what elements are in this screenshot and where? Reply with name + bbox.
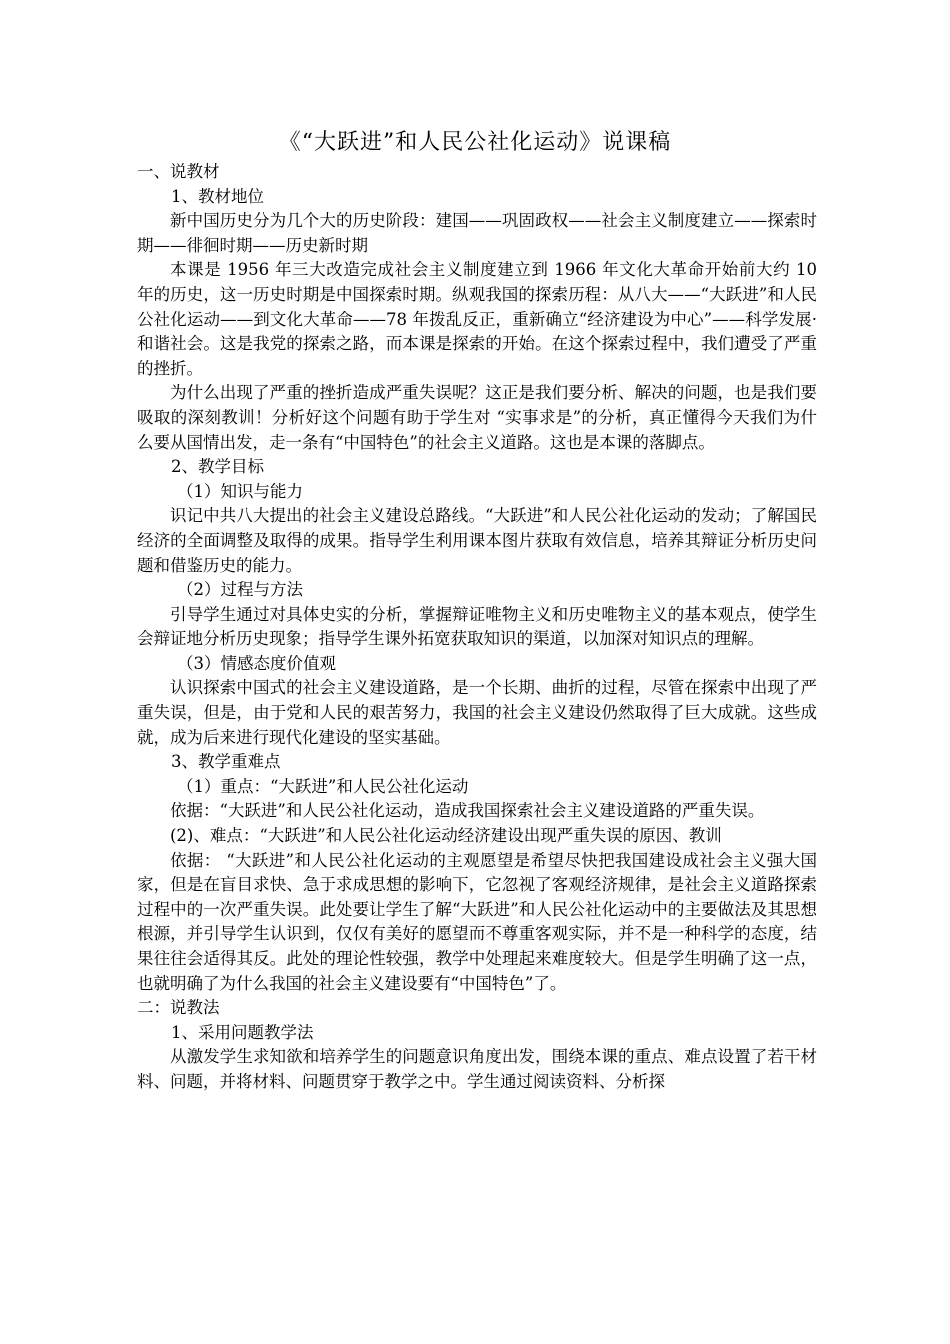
paragraph: (2)、难点：“大跃进”和人民公社化运动经济建设出现严重失误的原因、教训 [170, 826, 722, 846]
document-title: 《“大跃进”和人民公社化运动》说课稿 [278, 130, 672, 155]
section-heading: 一、说教材 [137, 162, 220, 181]
sub-subsection-heading: （3）情感态度价值观 [177, 653, 336, 673]
paragraph: 认识探索中国式的社会主义建设道路，是一个长期、曲折的过程，尽管在探索中出现了严重失误，但是，由于党和人民的艰苦努力，我国的社会主义建设仍然取得了巨大成就。这些成就，成为后来进行现代化建设的坚实基础。 [137, 678, 817, 747]
subsection-heading: 1、采用问题教学法 [171, 1022, 314, 1042]
paragraph: 为什么出现了严重的挫折造成严重失误呢？这正是我们要分析、解决的问题，也是我们要吸取的深刻教训！分析好这个问题有助于学生对 “实事求是”的分析，真正懂得今天我们为什么要从国情出发，走一条有“中国特色”的社会主义道路。这也是本课的落脚点。 [137, 383, 817, 452]
paragraph: 识记中共八大提出的社会主义建设总路线。“大跃进”和人民公社化运动的发动；了解国民经济的全面调整及取得的成果。指导学生利用课本图片获取有效信息，培养其辩证分析历史问题和借鉴历史的能力。 [137, 506, 817, 575]
paragraph: 依据： “大跃进”和人民公社化运动的主观愿望是希望尽快把我国建设成社会主义强大国家，但是在盲目求快、急于求成思想的影响下，它忽视了客观经济规律，是社会主义道路探索过程中的一次严重失误。此处要让学生了解“大跃进”和人民公社化运动中的主要做法及其思想根源，并引导学生认识到，仅仅有美好的愿望而不尊重客观实际，并不是一种科学的态度，结果往往会适得其反。此处的理论性较强，教学中处理起来难度较大。但是学生明确了这一点，也就明确了为什么我国的社会主义建设要有“中国特色”了。 [137, 850, 817, 993]
paragraph: 从激发学生求知欲和培养学生的问题意识角度出发，围绕本课的重点、难点设置了若干材料、问题，并将材料、问题贯穿于教学之中。学生通过阅读资料、分析探 [137, 1047, 817, 1091]
paragraph: 新中国历史分为几个大的历史阶段：建国——巩固政权——社会主义制度建立——探索时期——徘徊时期——历史新时期 [137, 211, 817, 255]
sub-subsection-heading: （1）知识与能力 [177, 481, 303, 501]
subsection-heading: 2、教学目标 [171, 457, 264, 477]
paragraph: 依据：“大跃进”和人民公社化运动，造成我国探索社会主义建设道路的严重失误。 [170, 801, 765, 821]
subsection-heading: 3、教学重难点 [171, 752, 281, 772]
document-body [137, 160, 817, 1095]
sub-subsection-heading: （1）重点：“大跃进”和人民公社化运动 [177, 776, 469, 796]
section-heading: 二：说教法 [137, 998, 220, 1018]
subsection-heading: 1、教材地位 [171, 186, 264, 206]
paragraph: 本课是 1956 年三大改造完成社会主义制度建立到 1966 年文化大革命开始前大约 10 年的历史，这一历史时期是中国探索时期。纵观我国的探索历程：从八大——“大跃进”和人民公社化运动——到文化大革命——78 年拨乱反正，重新确立“经济建设为中心”——科学发展·和谐社会。这是我党的探索之路，而本课是探索的开始。在这个探索过程中，我们遭受了严重的挫折。 [137, 260, 817, 378]
paragraph: 引导学生通过对具体史实的分析，掌握辩证唯物主义和历史唯物主义的基本观点，使学生会辩证地分析历史现象；指导学生课外拓宽获取知识的渠道，以加深对知识点的理解。 [137, 604, 817, 649]
sub-subsection-heading: （2）过程与方法 [177, 580, 303, 600]
